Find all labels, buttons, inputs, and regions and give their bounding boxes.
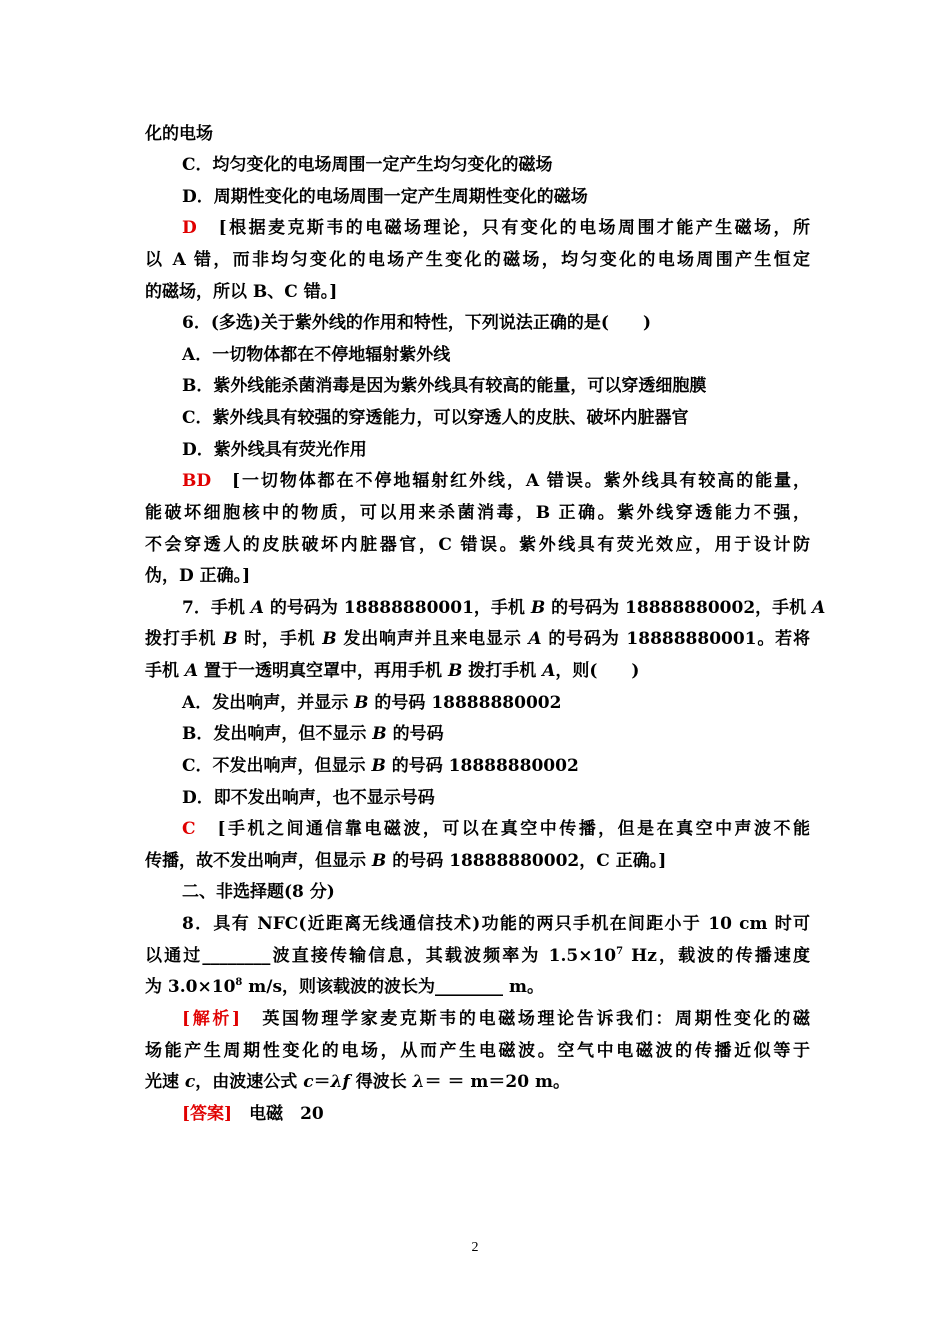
q7-stem-line-1: 7．手机 A 的号码为 18888880001，手机 B 的号码为 18888880002，手机 A (182, 598, 826, 618)
q8-explanation-label: [解析] (182, 1009, 241, 1029)
q8-answer-value: 电磁 20 (232, 1104, 324, 1124)
q8-explanation-line-3: 光速 c，由波速公式 c＝λf 得波长 λ＝ ＝ m＝20 m。 (145, 1072, 570, 1092)
q6-option-d: D．紫外线具有荧光作用 (182, 440, 367, 460)
q8-answer-label: [答案] (182, 1104, 233, 1124)
q7-option-d: D．即不发出响声，也不显示号码 (182, 788, 435, 808)
q5-explanation-line-2: 以 A 错，而非均匀变化的电场产生变化的磁场，均匀变化的电场周围产生恒定 (145, 250, 810, 270)
q5-explanation-line-1: D [根据麦克斯韦的电磁场理论，只有变化的电场周围才能产生磁场，所 (182, 218, 810, 238)
q7-option-a: A．发出响声，并显示 B 的号码 18888880002 (182, 693, 562, 713)
q7-option-c: C．不发出响声，但显示 B 的号码 18888880002 (182, 756, 579, 776)
q5-explanation-line-3: 的磁场，所以 B、C 错。] (145, 282, 338, 302)
q5-answer: D (182, 218, 197, 238)
q6-stem: 6．(多选)关于紫外线的作用和特性，下列说法正确的是( ) (182, 313, 652, 333)
section-heading-non-choice: 二、非选择题(8 分) (182, 882, 335, 902)
q5-option-d: D．周期性变化的电场周围一定产生周期性变化的磁场 (182, 187, 588, 207)
q6-explanation-line-2: 能破坏细胞核中的物质，可以用来杀菌消毒，B 正确。紫外线穿透能力不强， (145, 503, 810, 523)
q6-explanation-line-1: BD [一切物体都在不停地辐射红外线，A 错误。紫外线具有较高的能量， (182, 471, 810, 491)
q8-answer-line (182, 1098, 810, 1130)
q8-stem-line-2: 以通过________波直接传输信息，其载波频率为 $1.5\times 10^7$ Hz，载波的传播速度 (145, 946, 810, 966)
q6-option-b: B．紫外线能杀菌消毒是因为紫外线具有较高的能量，可以穿透细胞膜 (182, 376, 707, 396)
q7-option-b: B．发出响声，但不显示 B 的号码 (182, 724, 444, 744)
q6-explanation-line-3: 不会穿透人的皮肤破坏内脏器官，C 错误。紫外线具有荧光效应，用于设计防 (145, 535, 810, 555)
q6-option-c: C．紫外线具有较强的穿透能力，可以穿透人的皮肤、破坏内脏器官 (182, 408, 689, 428)
q5-stem-continuation: 化的电场 (145, 124, 213, 144)
q6-explanation-line-4: 伪，D 正确。] (145, 566, 251, 586)
q7-answer: C (182, 819, 196, 839)
q7-explanation-line-1: C [手机之间通信靠电磁波，可以在真空中传播，但是在真空中声波不能 (182, 819, 811, 839)
q8-stem-line-1: 8．具有 NFC(近距离无线通信技术)功能的两只手机在间距小于 10 cm 时可 (182, 914, 810, 934)
page-number: 2 (471, 1240, 479, 1255)
q8-explanation-line-2: 场能产生周期性变化的电场，从而产生电磁波。空气中电磁波的传播近似等于 (145, 1041, 810, 1061)
q5-option-c: C．均匀变化的电场周围一定产生均匀变化的磁场 (182, 155, 553, 175)
q7-stem-line-2: 拨打手机 B 时，手机 B 发出响声并且来电显示 A 的号码为 18888880001。若将 (145, 629, 811, 649)
q7-explanation-line-2: 传播，故不发出响声，但显示 B 的号码 18888880002，C 正确。] (145, 851, 667, 871)
q6-option-a: A．一切物体都在不停地辐射紫外线 (182, 345, 451, 365)
q8-explanation-line-1: [解析] 英国物理学家麦克斯韦的电磁场理论告诉我们：周期性变化的磁 (182, 1009, 810, 1029)
q8-stem-line-3: 为 $3.0\times 10^8$ m/s，则该载波的波长为________ m。 (145, 977, 544, 997)
q6-answer: BD (182, 471, 212, 491)
q7-stem-line-3: 手机 A 置于一透明真空罩中，再用手机 B 拨打手机 A，则( ) (145, 661, 640, 681)
